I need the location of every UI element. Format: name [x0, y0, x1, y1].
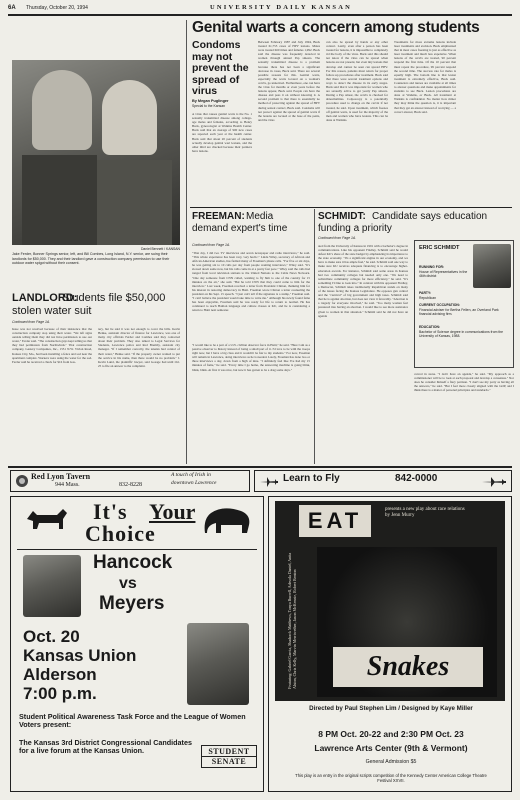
play-cast: Featuring: Gabriel Garcia, Shadrack Matthews, Tonya Burrell, Adesola Daniel, Anita Alston, Chris Kelly, Marvin Merriwether, Jason McKenzie, Robert Benton [287, 552, 297, 689]
main-deck: Condoms may not prevent the spread of virus [192, 39, 249, 97]
education-label: EDUCATION: [419, 325, 441, 329]
running-label: RUNNING FOR: [419, 265, 445, 269]
photo-caption: Jake Ferder, Bonner Springs senior, left, and Bill Combes, Long Island, N.Y. senior, are suing their landlords for $50,000. They and their landlord gave a construction company permission to use their outdoor water spigot without their consent. [12, 252, 170, 265]
occupation-label: CURRENT OCCUPATION: [419, 303, 460, 307]
main-col3: can also be spread by hands or any other contact. Lastly, even after a person has been treated for lesions, it is impossible to completely rid the body of the virus. Buck said this should not know if the virus can be spread when lesions are not present, but even tiny lesions that develop and cannot be seen can spread HPV. For this reason, patients must return for proper follow-up procedures after treatment. Buck said that there were several treatment options and ways to detect the disease in its early stages. Buck said that it was important for women who are sexually active to get yearly Pap smears. During a Pap smear, the cervix is checked for abnormalities. Colposcopy is a potentially procedure used to change on the cervix if not treated, he said. Upon treatment, which freezes off genital warts, is used for the majority of the men and women who have lesions. This can be done at Watkins. [326, 40, 388, 122]
debate-divider [17, 549, 257, 550]
tavern-address: 944 Mass. [55, 482, 80, 488]
student-senate-logo [201, 745, 257, 768]
debate-title-your: Your [149, 499, 196, 524]
schmidt-continued: Continued from Page 1A. [318, 236, 357, 240]
versus-text: vs [119, 575, 137, 592]
learn-to-fly-text: Learn to Fly [283, 473, 340, 484]
play-credits: Directed by Paul Stephen Lim / Designed by Kaye Miller [309, 705, 473, 712]
freeman-col1: "That day, I did two TV interviews and seven newspaper and radio interviews," he said. "This whole experience has been very, very hectic." Linda Wiley, secretary of African and African American studies, has fielded many of Freeman's phone calls. "For five or six days, he was getting six to 10 calls per day from people wanting interviews," Wiley said. "It's slowed down some now, but his calls come in at a pretty fast pace." Wiley said the calls had ranged from local television stations to the United Nations to the Cable News Network. "One day someone from CNN called, wanting to fly him to one of the country for 15 minutes on the air," she said. "But he told CNN that they could come to him for the interview." Last week, Freeman received a letter from President Clinton, thanking him for his interest in restoring democracy in Haiti. Freeman wrote Clinton a letter counseling the president on his Sept. 15 speech. "I just can't tell if the signature is a stamp," Freeman said. "I can't believe the president would take time to write me." Although his newly found fame has been enjoyable, Freeman said he was ready for life to return to normal. He has continued to teach Haitian language and culture classes at KU, and he is considering a return to Haiti next semester. [192, 251, 310, 313]
flight-phone: 842-0000 [395, 473, 438, 484]
debate-date: Oct. 20 [23, 627, 80, 646]
play-title-bottom: Snakes [333, 647, 483, 687]
debate-title-choice: Choice [85, 521, 156, 546]
tavern-tagline-2: downtown Lawrence [171, 480, 217, 486]
schmidt-info-box [414, 240, 514, 368]
landlord-photo [12, 60, 180, 245]
freeman-headline: Media demand expert's time [192, 211, 288, 234]
play-ad [268, 496, 512, 792]
main-col1: A virus that causes genital warts is the No. 1 sexually transmitted disease among college-age males and females, according to Henry Buck, gynecologist at Watkins Health Center. Buck said that an average of 900 new cases are reported each year at the health center. Buck said that about 20 percent of students actually develop genital wart lesions, and the other third are checked because their partners have lesions. [192, 112, 252, 153]
photo-credit: Daniel Bennett / KANSAN [140, 247, 180, 251]
main-bottom-rule [190, 207, 512, 208]
landlord-col1: Issue was not resolved because of their insistence that the construction company stop using their water. "We left signs outside telling them they did not have permission to use our water," Ferder said. "The construction guys kept telling us that they had permission from Northwinds." That construction company, Gastery Companies, Inc., 1551 N.W. Vivian Road, Kansas City, Mo., had been installing a fence and sod near the apartment complex. Workers were using the water for the sod. Ferder said he received a check for $16 from Gas- [12, 327, 92, 364]
landlord-col2: tery, but he said it was not enough to cover the bills. Kevin Henke, assistant director of finance for Lawrence, was one of many city officials Ferder and Combes said they contacted about their problem. They also talked to Legal Services for Students, Lawrence police and Rod Bremby, assistant city manager. "If I remember correctly, the tenants had control of their water," Henke said. "If the property owner wanted to put the service in his name, then there would be no problem." J. Kevin Lund, the plaintiffs' lawyer, said Gosage had until Oct. 25 to file an answer to the complaint. [98, 327, 180, 368]
play-admission: General Admission $5 [365, 759, 417, 765]
candidate-meyers: Meyers [99, 593, 165, 614]
paper-name: UNIVERSITY DAILY KANSAN [210, 4, 352, 11]
schmidt-kicker: SCHMIDT: [318, 211, 366, 222]
party-value: Republican [419, 296, 436, 300]
play-title-top: EAT [299, 505, 371, 537]
freeman-col2: "I would like to be a part of a U.N. civilian observer force in Haiti," he said. "Here I am as a passive observer to history instead of being a small part of it. I'd love to be with the troops right now, but I have a big class and it wouldn't be fair to my students." For now, Freeman will remain in Lawrence, doing interviews as he is needed. Lately, Freeman has done two or three interviews a day, down from a high of nine. "I definitely feel like I've had my 15 minutes of fame," he said. "Every time I go home, the answering machine is going blink, blink, blink. At first it was nice, but now it has gotten to be a drag some days." [192, 343, 310, 372]
airplane-icon [259, 476, 279, 488]
schmidt-portrait [473, 244, 511, 288]
masthead-rule [8, 14, 512, 16]
lion-logo-icon [15, 474, 29, 488]
page-number: 6A [8, 5, 16, 11]
debate-room: Alderson [23, 665, 97, 684]
main-byline-role: Special to the Kansan [192, 104, 225, 108]
landlord-kicker: LANDLORD: [12, 292, 78, 304]
occupation-value: Financial adviser for Bertha Fellen, an Overland Park financial advising firm. [419, 308, 499, 317]
meyers-portrait [187, 623, 249, 705]
ad-section-rule [8, 466, 512, 468]
schmidt-col1: ated from the University of Kansas in 1991 with a bachelor's degree in communications. Like his opponent Findley, Schmidt said he would defeat KU's share of the state budget by emphasizing its importance to the state economy. "It's a significant engine in our economy, and we have to make sure it has ample fuel," he said. Schmidt said one way to make sure KU receives adequate financing is to encourage higher-education awards. For instance, Schmidt said some areas in Kansas had two community colleges but needed only one. "We need to redistribute community colleges for more efficiency," he said. "It's something I'd like to look into." In contrast with his opponent Findley, a Democrat, Schmidt takes traditionally Republican stands on many of the issues facing the Kansas Legislature. He opposes gun control and the "carnival" of big government and high taxes. Schmidt said that he is against abortion, but does not view it favorably. "Abortion is a tragedy for everyone involved," he said. "Too many women feel pressured into having an abortion. I would like to see more assistance given to women in that situation." Schmidt said he did not have an agenda [318, 244, 408, 318]
debate-venue: Kansas Union [23, 646, 137, 665]
landlord-headline: Students file $50,000 stolen water suit [12, 292, 166, 317]
candidate-hancock: Hancock [93, 552, 173, 573]
main-byline: By Megan Puglinger [192, 99, 229, 103]
debate-sponsors: Student Political Awareness Task Force and the League of Women Voters present: [19, 712, 246, 730]
tavern-phone: 832-8228 [119, 482, 142, 488]
play-dates: 8 PM Oct. 20-22 and 2:30 PM Oct. 23 [318, 729, 464, 739]
play-intro: presents a new play about race relations by Jenn Murry [385, 507, 465, 518]
running-value: House of Representatives in the 46th district [419, 270, 468, 279]
debate-title-its: It's [93, 499, 128, 524]
donkey-icon [23, 505, 73, 533]
schmidt-col2: carved in stone. "I don't have an agenda," he said. "My approach as a commissioner will be to look at each proposal and develop a consensus." Nor does he consider himself a fiery partisan. "I don't see my party as having all the answers," he said. "But I feel more closely aligned with the GOP, and I think there is a matter of personal principles and standards." [414, 372, 514, 393]
schmidt-name: ERIC SCHMIDT [419, 245, 460, 251]
play-footer: This play is an entry in the original scripts competition of the Kennedy Center American College Theatre Festival XXVII. [295, 773, 487, 783]
flight-ad [254, 470, 512, 492]
education-value: Bachelor of Science degree in communications from the University of Kansas, 1988. [419, 330, 504, 339]
debate-time: 7:00 p.m. [23, 684, 97, 703]
main-headline: Genital warts a concern among students [192, 19, 480, 36]
debate-details: The Kansas 3rd District Congressional Candidates for a live forum at the Kansas Union. [19, 738, 192, 756]
issue-date: Thursday, October 20, 1994 [26, 5, 88, 11]
party-label: PARTY: [419, 291, 432, 295]
airplane-icon [481, 476, 507, 488]
logo-line-2: SENATE [202, 756, 256, 766]
tavern-ad [10, 470, 250, 492]
schmidt-headline: Candidate says education funding a priority [318, 211, 488, 234]
freeman-kicker: FREEMAN: [192, 211, 245, 222]
main-col4: Treatments for more extreme lesions include laser treatments and excision. Buck emphasized that in most cases freezing is just as effective as laser treatment and much less expensive. When lesions of the cervix are treated, 90 percent respond the first time. Of the 10 percent that must repeat the procedure, 99 percent respond the second time. The success rate for males is equally high. The bottom line is that lesion treatment is extremely effective, Buck said. Counselors and nurses are available at all times to answer questions and make appointments for students to see Buck. Lesion procedures are done at Watkins, or Buck. All treatment at Watkins is confidential. No matter how minor they may think the question is, it is important that they get an answer instead of worrying — a correct answer, Buck said. [394, 40, 456, 114]
logo-line-1: STUDENT [208, 747, 250, 756]
column-rule-left [186, 20, 187, 464]
landlord-continued: Continued from Page 1A. [12, 320, 51, 324]
debate-ad [10, 496, 264, 792]
main-col2: Between February 1987 and July 1994, Buck treated 61,755 cases of HPV lesions. Males were treated 660 times and females 1,992. Buck said the disease was frequently detected in women through annual Pap smears. The sexually transmitted disease is a problem because there has not been a significant decrease in cases, Buck said. There are several possible reasons for this. Genital warts, especially the warts located on a woman's cervix, go unnoticed. Furthermore, one can have the virus for months or even years before the lesions appear, Buck said. People can have the disease and pass it on without knowing it. A second problem is that there is essentially no method of protecting against the spread of HPV during sexual contact, Buck said. Condoms will not protect against the spread of genital warts if the lesions are located at the base of the penis, and the virus [258, 40, 320, 122]
freeman-continued: Continued from Page 1A. [192, 243, 231, 247]
hancock-portrait [23, 555, 81, 617]
column-rule-right [314, 209, 315, 464]
tavern-name: Red Lyon Tavern [31, 472, 91, 481]
elephant-icon [203, 505, 255, 535]
play-venue: Lawrence Arts Center (9th & Vermont) [314, 743, 468, 753]
tavern-tagline-1: A touch of Irish in [171, 472, 211, 478]
